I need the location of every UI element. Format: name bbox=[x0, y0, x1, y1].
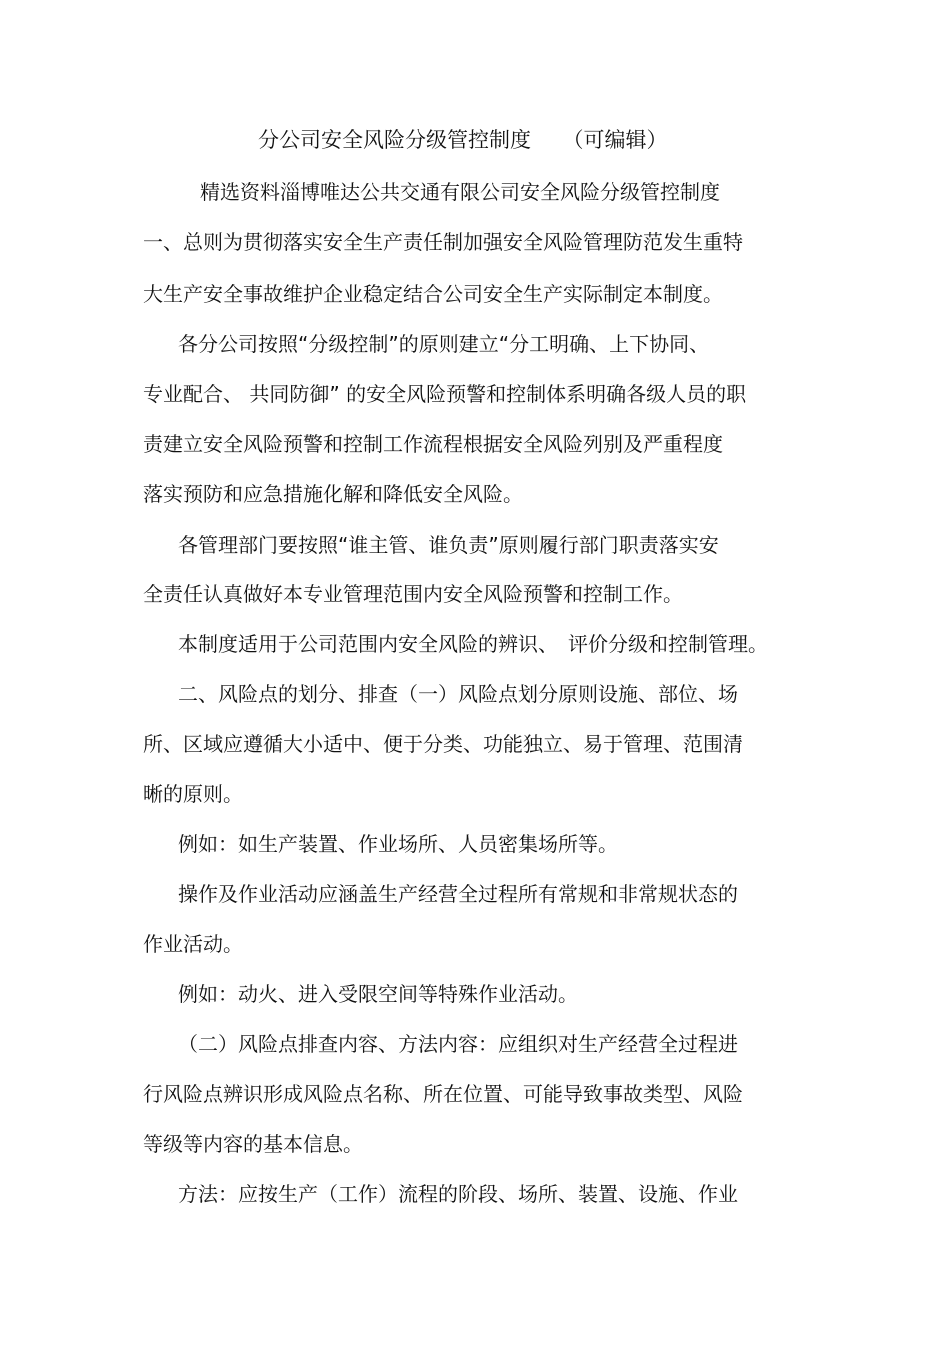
paragraph-line: 等级等内容的基本信息。 bbox=[143, 1132, 363, 1156]
paragraph-line: 例如：动火、进入受限空间等特殊作业活动。 bbox=[178, 982, 578, 1006]
paragraph-line: 操作及作业活动应涵盖生产经营全过程所有常规和非常规状态的 bbox=[178, 882, 738, 906]
document-subtitle: 精选资料淄博唯达公共交通有限公司安全风险分级管控制度 bbox=[200, 180, 720, 204]
paragraph-line: 方法：应按生产（工作）流程的阶段、场所、装置、设施、作业 bbox=[178, 1182, 738, 1206]
paragraph-line: 各分公司按照“分级控制”的原则建立“分工明确、上下协同、 bbox=[178, 332, 710, 356]
paragraph-line: 作业活动。 bbox=[143, 932, 243, 956]
document-title: 分公司安全风险分级管控制度 （可编辑） bbox=[258, 128, 668, 152]
paragraph-line: 本制度适用于公司范围内安全风险的辨识、 评价分级和控制管理。 bbox=[178, 632, 768, 656]
paragraph-line: 一、总则为贯彻落实安全生产责任制加强安全风险管理防范发生重特 bbox=[143, 230, 743, 254]
paragraph-line: 所、区域应遵循大小适中、便于分类、功能独立、易于管理、范围清 bbox=[143, 732, 743, 756]
paragraph-line: 例如：如生产装置、作业场所、人员密集场所等。 bbox=[178, 832, 618, 856]
paragraph-line: （二）风险点排查内容、方法内容：应组织对生产经营全过程进 bbox=[178, 1032, 738, 1056]
paragraph-line: 行风险点辨识形成风险点名称、所在位置、可能导致事故类型、风险 bbox=[143, 1082, 743, 1106]
paragraph-line: 各管理部门要按照“谁主管、谁负责”原则履行部门职责落实安 bbox=[178, 533, 719, 557]
paragraph-line: 专业配合、 共同防御” 的安全风险预警和控制体系明确各级人员的职 bbox=[143, 382, 747, 406]
paragraph-line: 全责任认真做好本专业管理范围内安全风险预警和控制工作。 bbox=[143, 582, 683, 606]
paragraph-line: 大生产安全事故维护企业稳定结合公司安全生产实际制定本制度。 bbox=[143, 282, 723, 306]
paragraph-line: 晰的原则。 bbox=[143, 782, 243, 806]
paragraph-line: 二、风险点的划分、排查（一）风险点划分原则设施、部位、场 bbox=[178, 682, 738, 706]
paragraph-line: 落实预防和应急措施化解和降低安全风险。 bbox=[143, 482, 523, 506]
paragraph-line: 责建立安全风险预警和控制工作流程根据安全风险列别及严重程度 bbox=[143, 432, 723, 456]
